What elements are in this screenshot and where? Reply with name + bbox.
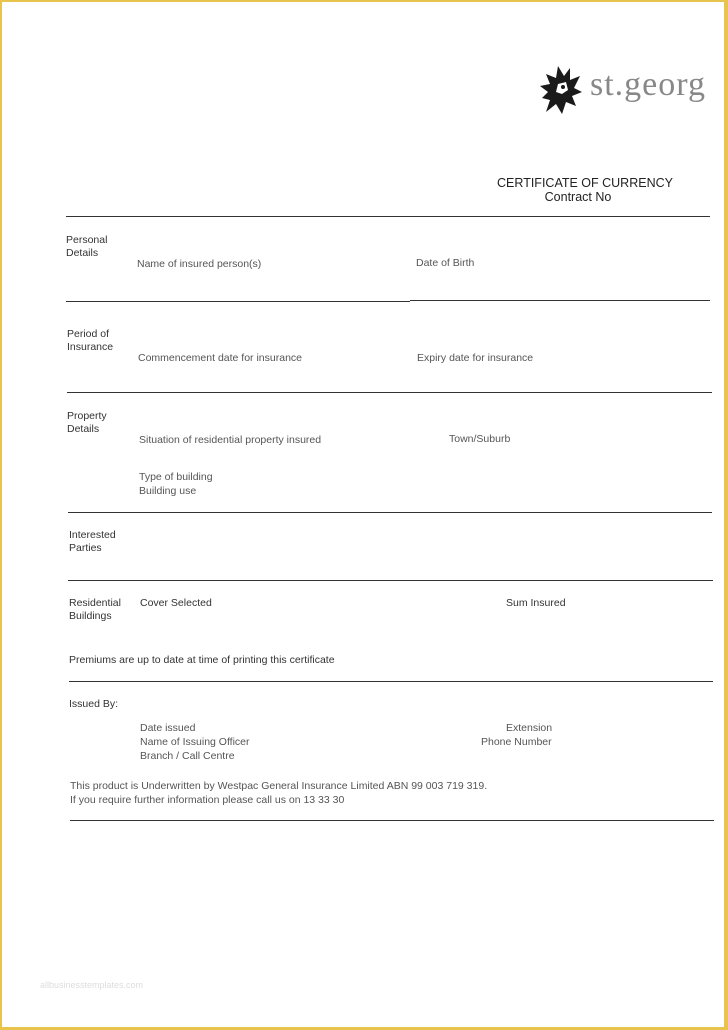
divider (66, 216, 710, 217)
section-heading: Parties (69, 542, 102, 554)
extension-label: Extension (506, 722, 553, 734)
branch-label: Branch / Call Centre (140, 750, 235, 762)
divider (66, 301, 410, 302)
contact-statement: If you require further information please call us on 13 33 30 (70, 794, 345, 806)
premiums-note: Premiums are up to date at time of printing this certificate (69, 654, 335, 666)
issued-by-heading: Issued By: (69, 698, 119, 710)
section-heading: Period of (67, 328, 110, 340)
section-heading: Insurance (67, 341, 114, 353)
commencement-date-label: Commencement date for insurance (138, 352, 302, 364)
underwriter-statement: This product is Underwritten by Westpac General Insurance Limited ABN 99 003 719 319. (70, 780, 488, 792)
section-heading: Details (66, 247, 99, 259)
insured-name-label: Name of insured person(s) (137, 258, 262, 270)
cover-selected-label: Cover Selected (140, 597, 212, 609)
section-heading: Buildings (69, 610, 112, 622)
contract-no-label: Contract No (544, 190, 612, 204)
watermark: allbusinesstemplates.com (40, 980, 144, 990)
section-heading: Personal (66, 234, 108, 246)
building-use-label: Building use (139, 485, 197, 497)
divider (67, 392, 712, 393)
logo-text: st.georg (590, 66, 706, 103)
property-situation-label: Situation of residential property insured (139, 434, 322, 446)
dragon-icon (536, 62, 586, 118)
divider (68, 580, 713, 581)
town-suburb-label: Town/Suburb (449, 433, 511, 445)
divider (410, 300, 710, 301)
sum-insured-label: Sum Insured (506, 597, 566, 609)
divider (69, 681, 713, 682)
divider (68, 512, 712, 513)
date-issued-label: Date issued (140, 722, 196, 734)
divider (70, 820, 714, 821)
section-heading: Details (67, 423, 100, 435)
phone-number-label: Phone Number (481, 736, 552, 748)
section-heading: Property (67, 410, 107, 422)
date-of-birth-label: Date of Birth (416, 257, 475, 269)
certificate-title: CERTIFICATE OF CURRENCY (497, 176, 673, 190)
section-heading: Residential (69, 597, 121, 609)
building-type-label: Type of building (139, 471, 213, 483)
expiry-date-label: Expiry date for insurance (417, 352, 534, 364)
st-george-logo (536, 62, 722, 122)
section-heading: Interested (69, 529, 116, 541)
issuing-officer-label: Name of Issuing Officer (140, 736, 250, 748)
